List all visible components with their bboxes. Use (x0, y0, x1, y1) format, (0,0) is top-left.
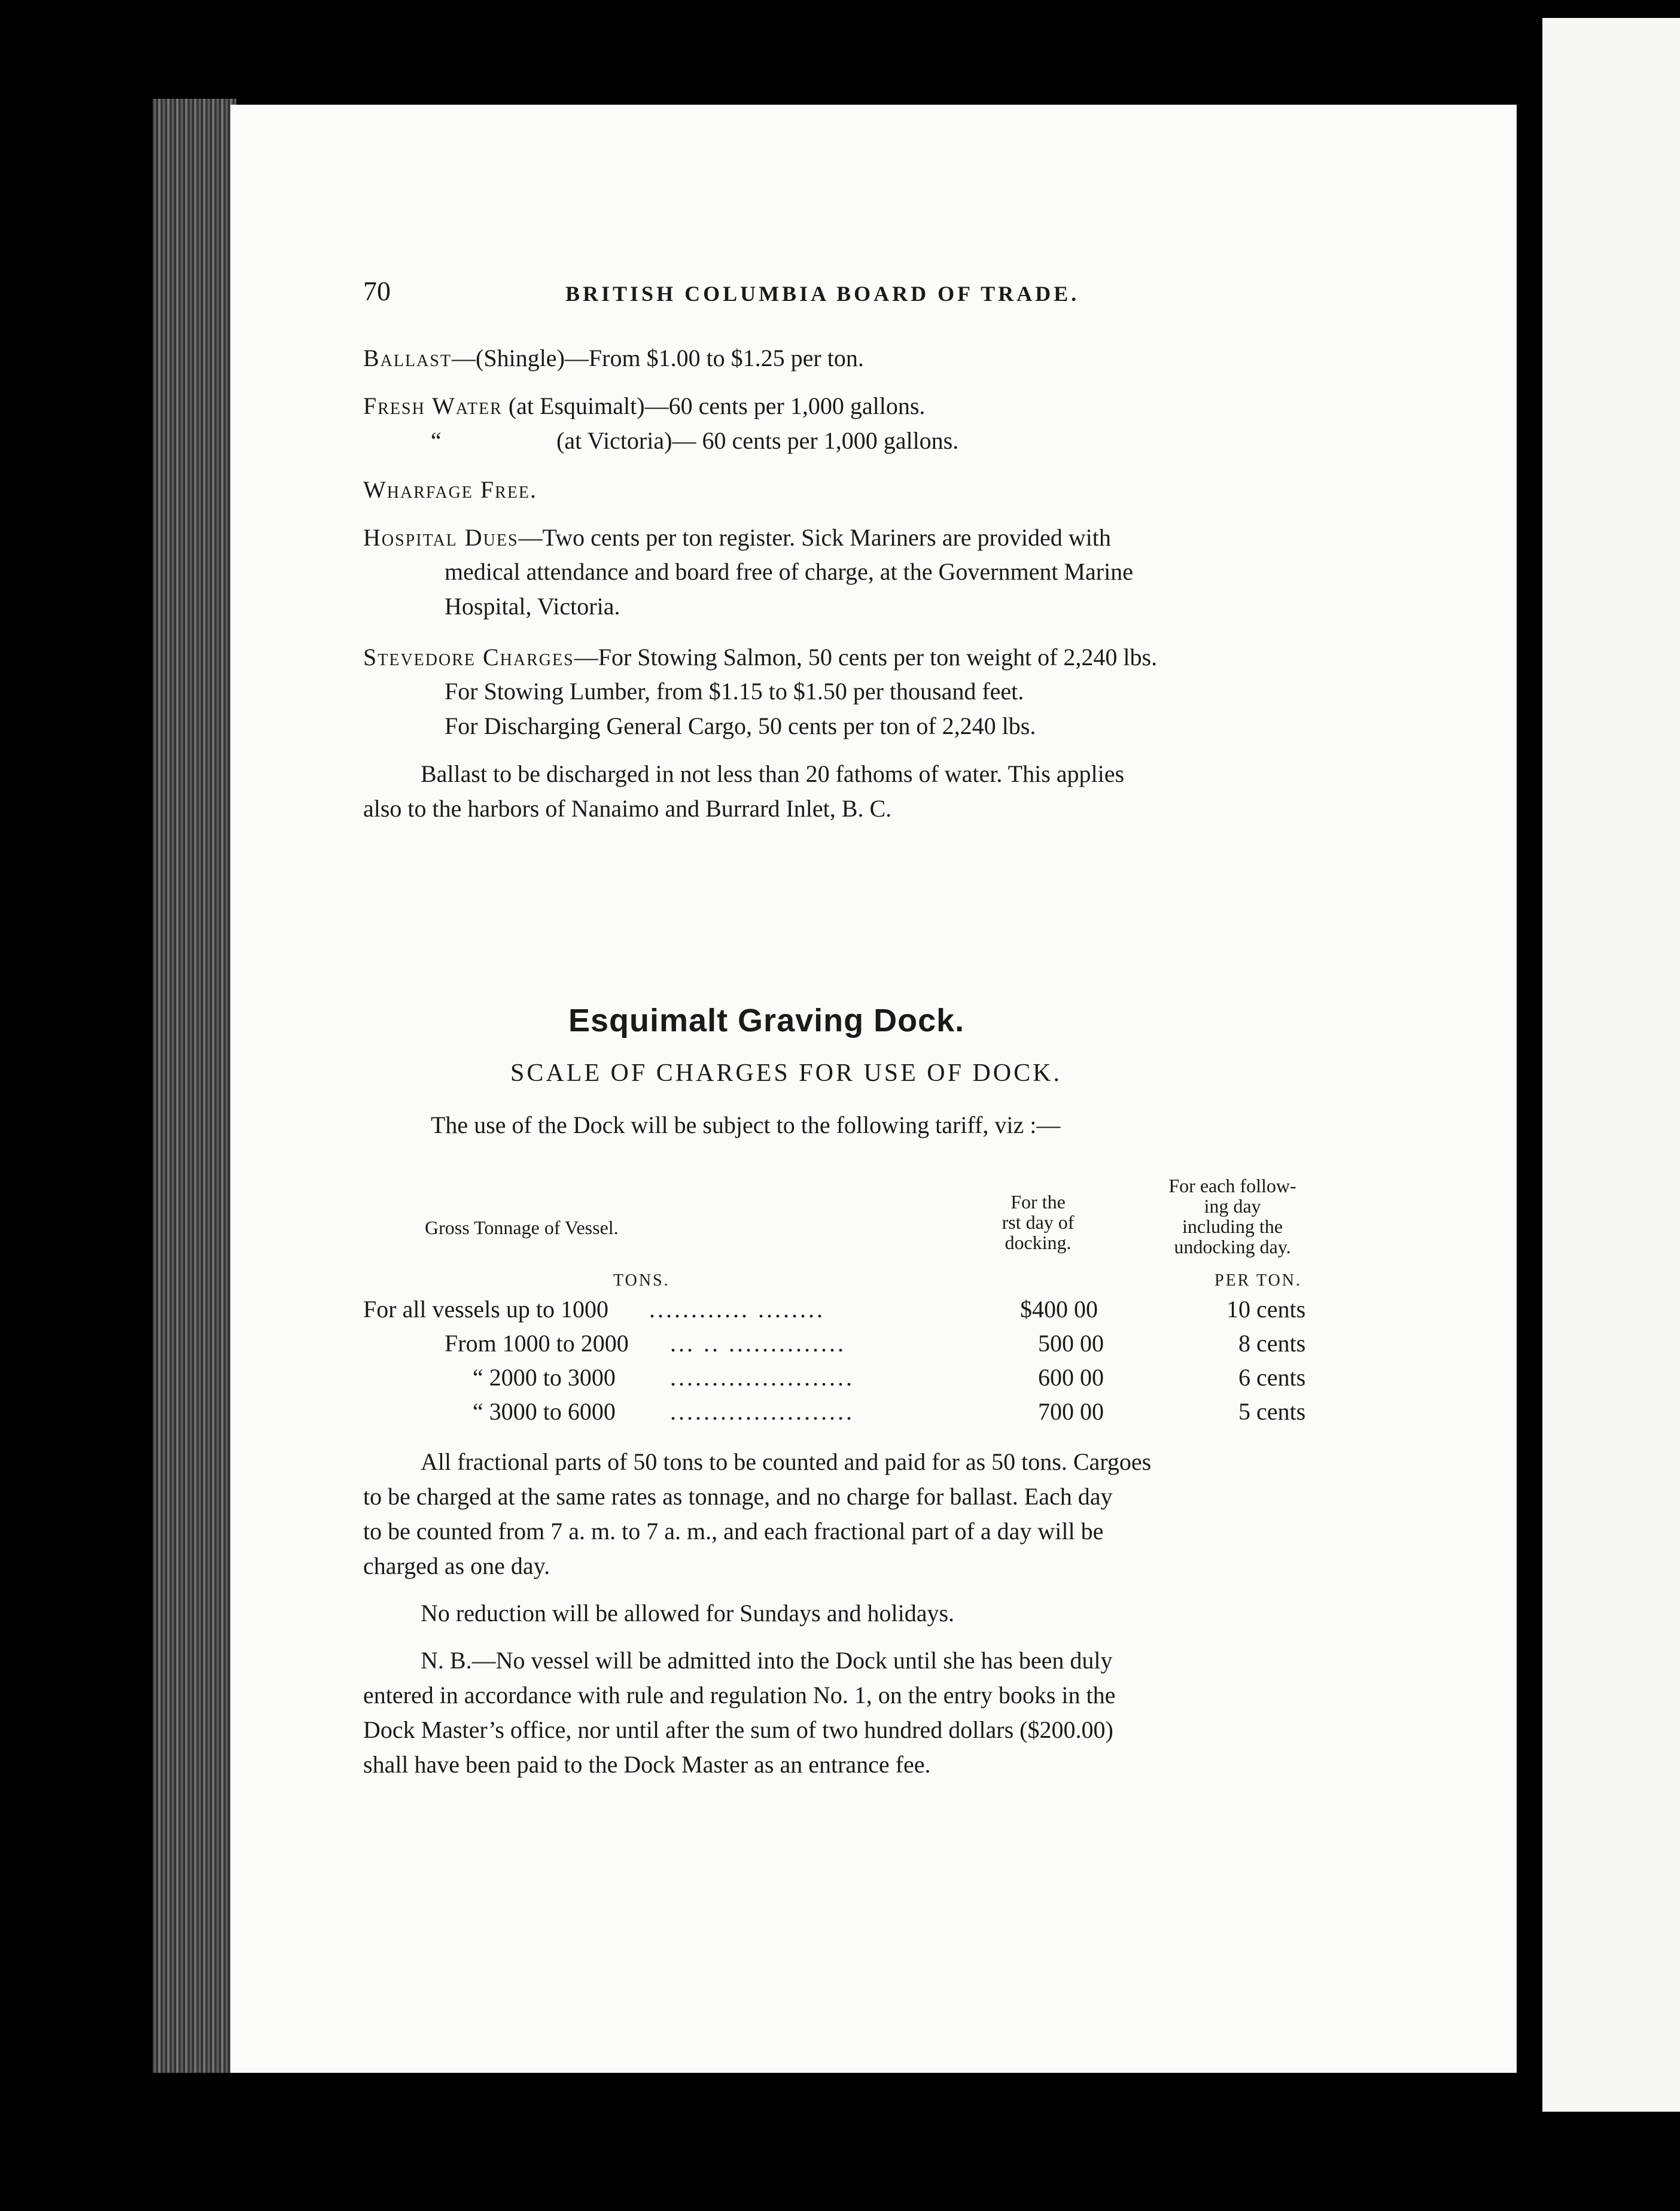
row-label: For all vessels up to 1000 (363, 1296, 608, 1323)
fresh-water-victoria: (at Victoria)— 60 cents per 1,000 gallons. (556, 427, 959, 454)
col-header-following-day (1146, 1175, 1319, 1257)
row-leader-dots: ............ ........ (649, 1296, 825, 1323)
row-first-day: 600 00 (1038, 1364, 1104, 1391)
row-each-day: 8 cents (1238, 1330, 1306, 1357)
hospital-label: Hospital Dues (363, 524, 519, 551)
col-header-first-day-1: For the (1011, 1191, 1066, 1213)
col-header-following-3: including the (1182, 1216, 1283, 1237)
col-header-tonnage: Gross Tonnage of Vessel. (425, 1217, 619, 1238)
row-first-day: 500 00 (1038, 1330, 1104, 1357)
hospital-text-1: —Two cents per ton register. Sick Mariners are provided with (518, 524, 1111, 551)
col-header-following-1: For each follow- (1168, 1175, 1296, 1196)
page-number: 70 (363, 276, 391, 306)
col-header-first-day-2: rst day of (1002, 1211, 1075, 1233)
hospital-line-2: medical attendance and board free of charge, at the Government Marine (445, 558, 1133, 585)
row-label: “ 3000 to 6000 (473, 1398, 616, 1425)
ballast-note-line-1: Ballast to be discharged in not less than 20 fathoms of water. This applies (421, 760, 1125, 787)
intro-line: The use of the Dock will be subject to the following tariff, viz :— (431, 1111, 1061, 1138)
fresh-water-label: Fresh Water (363, 392, 503, 419)
col-header-first-day (984, 1192, 1092, 1253)
para3-line-2: entered in accordance with rule and regulation No. 1, on the entry books in the (363, 1682, 1116, 1708)
para3-line-3: Dock Master’s office, nor until after the sum of two hundred dollars ($200.00) (363, 1716, 1113, 1743)
row-leader-dots: ...................... (670, 1364, 854, 1391)
stevedore-line-3: For Discharging General Cargo, 50 cents per ton of 2,240 lbs. (445, 712, 1036, 739)
row-leader-dots: ...................... (670, 1398, 854, 1425)
stevedore-line-2: For Stowing Lumber, from $1.15 to $1.50 per thousand feet. (445, 678, 1024, 705)
ditto-mark: “ (431, 427, 442, 454)
row-each-day: 6 cents (1238, 1364, 1306, 1391)
row-leader-dots: ... .. .............. (670, 1330, 846, 1357)
row-each-day: 5 cents (1238, 1398, 1306, 1425)
para3-line-4: shall have been paid to the Dock Master as an entrance fee. (363, 1751, 931, 1778)
facing-page-edge (1542, 18, 1680, 2112)
hospital-line-1 (363, 520, 1111, 555)
para1-line-4: charged as one day. (363, 1552, 550, 1579)
ballast-note-line-2: also to the harbors of Nanaimo and Burrard Inlet, B. C. (363, 795, 892, 822)
ballast-label: Ballast (363, 345, 452, 371)
row-label: From 1000 to 2000 (445, 1330, 629, 1357)
tons-subheader: TONS. (613, 1271, 670, 1290)
para1-line-3: to be counted from 7 a. m. to 7 a. m., and each fractional part of a day will be (363, 1518, 1104, 1545)
fresh-water-esquimalt: (at Esquimalt)—60 cents per 1,000 gallons. (502, 392, 926, 419)
per-ton-subheader: PER TON. (1215, 1271, 1302, 1290)
para1-line-2: to be charged at the same rates as tonnage, and no charge for ballast. Each day (363, 1483, 1113, 1510)
ballast-line (363, 341, 864, 376)
section-title: Esquimalt Graving Dock. (568, 1003, 965, 1038)
col-header-following-2: ing day (1204, 1195, 1261, 1217)
fresh-water-line-1 (363, 389, 925, 424)
section-subtitle: SCALE OF CHARGES FOR USE OF DOCK. (510, 1059, 1062, 1087)
wharfage-line: Wharfage Free. (363, 476, 538, 503)
para2-line: No reduction will be allowed for Sundays and holidays. (421, 1600, 955, 1627)
col-header-following-4: undocking day. (1174, 1236, 1291, 1257)
row-first-day: $400 00 (1020, 1296, 1098, 1323)
row-label: “ 2000 to 3000 (473, 1364, 616, 1391)
stevedore-line-1 (363, 640, 1157, 675)
para1-line-1: All fractional parts of 50 tons to be counted and paid for as 50 tons. Cargoes (421, 1448, 1152, 1475)
document-page (230, 105, 1517, 2073)
para3-line-1: N. B.—No vessel will be admitted into the Dock until she has been duly (421, 1647, 1113, 1674)
book-edge (153, 99, 236, 2073)
stevedore-text-1: —For Stowing Salmon, 50 cents per ton weight of 2,240 lbs. (574, 644, 1158, 671)
running-header: BRITISH COLUMBIA BOARD OF TRADE. (565, 282, 1080, 306)
ballast-text: —(Shingle)—From $1.00 to $1.25 per ton. (452, 345, 864, 371)
stevedore-label: Stevedore Charges (363, 644, 574, 671)
row-first-day: 700 00 (1038, 1398, 1104, 1425)
hospital-line-3: Hospital, Victoria. (445, 593, 620, 620)
col-header-first-day-3: docking. (1005, 1232, 1072, 1253)
row-each-day: 10 cents (1226, 1296, 1306, 1323)
